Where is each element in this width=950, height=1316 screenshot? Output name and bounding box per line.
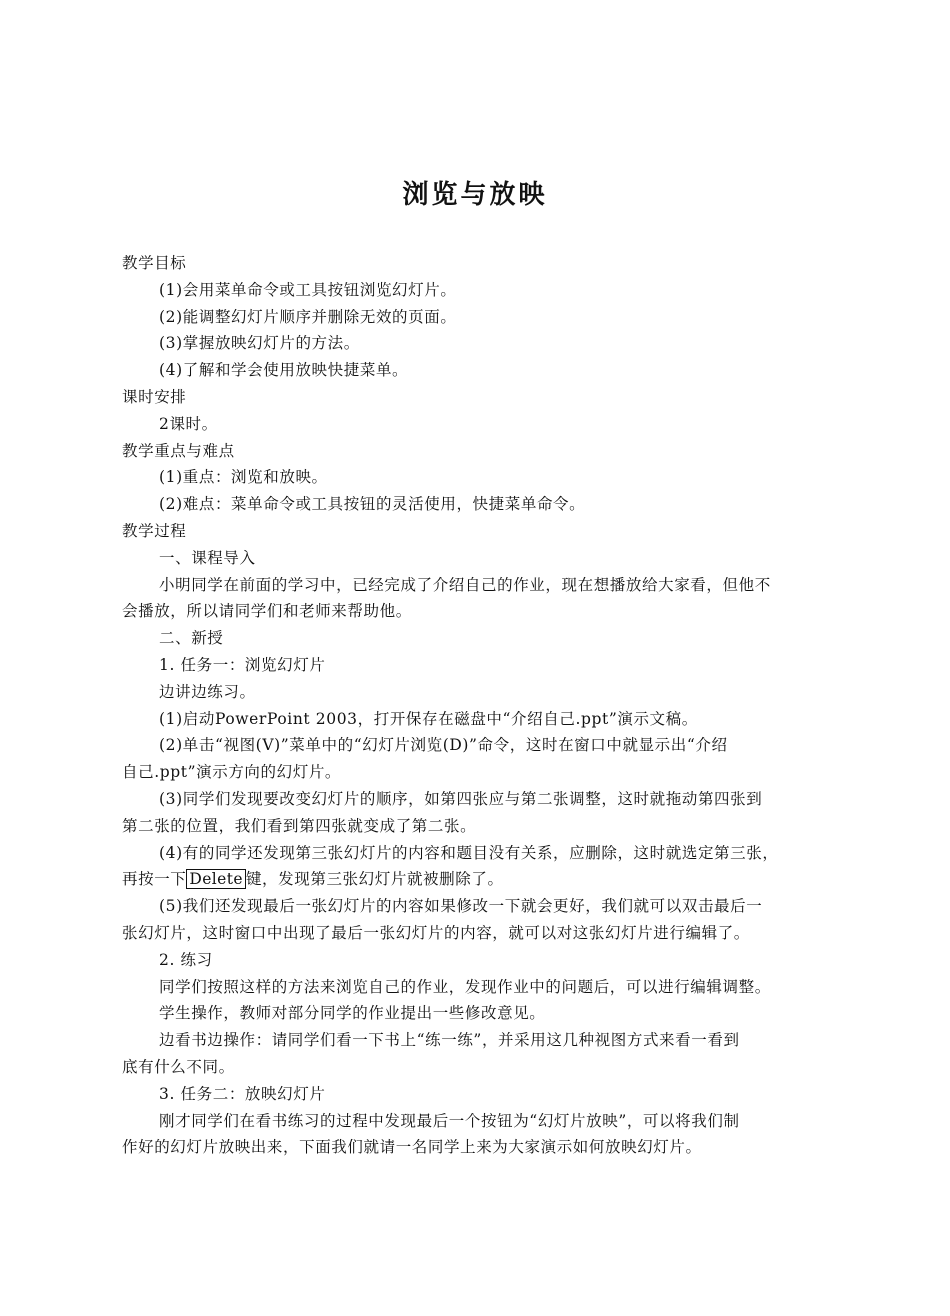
process-heading: 教学过程 xyxy=(122,521,187,540)
task1-method: 边讲边练习。 xyxy=(159,682,256,701)
objectives-heading: 教学目标 xyxy=(122,254,187,272)
practice-line: 同学们按照这样的方法来浏览自己的作业，发现作业中的问题后，可以进行编辑调整。 xyxy=(159,977,771,996)
step-4-text-before: 再按一下 xyxy=(122,870,187,889)
task2-heading: 3. 任务二：放映幻灯片 xyxy=(159,1084,326,1103)
objective-item: (1)会用菜单命令或工具按钮浏览幻灯片。 xyxy=(159,280,457,299)
step-3-line: (3)同学们发现要改变幻灯片的顺序，如第四张应与第二张调整，这时就拖动第四张到 xyxy=(159,789,763,808)
task1-heading: 1. 任务一：浏览幻灯片 xyxy=(159,655,326,674)
task2-line: 作好的幻灯片放映出来，下面我们就请一名同学上来为大家演示如何放映幻灯片。 xyxy=(122,1138,702,1157)
key-points-heading: 教学重点与难点 xyxy=(122,441,235,460)
intro-paragraph-line: 小明同学在前面的学习中，已经完成了介绍自己的作业，现在想播放给大家看，但他不 xyxy=(159,575,771,594)
schedule-text: 2课时。 xyxy=(159,414,218,433)
schedule-heading: 课时安排 xyxy=(122,387,187,406)
document-body xyxy=(122,250,828,1161)
practice-line: 边看书边操作：请同学们看一下书上“练一练”，并采用这几种视图方式来看一看到 xyxy=(159,1031,740,1050)
intro-heading: 一、课程导入 xyxy=(159,548,256,567)
step-4-line xyxy=(122,866,828,893)
new-lesson-heading: 二、新授 xyxy=(159,629,224,648)
practice-line: 底有什么不同。 xyxy=(122,1057,235,1076)
step-1: (1)启动PowerPoint 2003，打开保存在磁盘中“介绍自己.ppt”演示文稿。 xyxy=(159,709,698,728)
step-5-line: (5)我们还发现最后一张幻灯片的内容如果修改一下就会更好，我们就可以双击最后一 xyxy=(159,897,763,916)
step-3-line: 第二张的位置，我们看到第四张就变成了第二张。 xyxy=(122,816,477,835)
objective-item: (4)了解和学会使用放映快捷菜单。 xyxy=(159,361,409,380)
step-2-line: (2)单击“视图(V)”菜单中的“幻灯片浏览(D)”命令，这时在窗口中就显示出“介绍 xyxy=(159,736,728,755)
practice-line: 学生操作，教师对部分同学的作业提出一些修改意见。 xyxy=(159,1004,546,1023)
step-5-line: 张幻灯片，这时窗口中出现了最后一张幻灯片的内容，就可以对这张幻灯片进行编辑了。 xyxy=(122,923,750,942)
document-title: 浏览与放映 xyxy=(402,180,548,210)
objective-item: (2)能调整幻灯片顺序并删除无效的页面。 xyxy=(159,307,457,326)
step-4-line: (4)有的同学还发现第三张幻灯片的内容和题目没有关系，应删除，这时就选定第三张， xyxy=(159,843,779,862)
objective-item: (3)掌握放映幻灯片的方法。 xyxy=(159,334,360,353)
delete-key-box: Delete xyxy=(186,869,246,889)
key-point-item: (2)难点：菜单命令或工具按钮的灵活使用，快捷菜单命令。 xyxy=(159,495,586,514)
key-point-item: (1)重点：浏览和放映。 xyxy=(159,468,328,487)
step-4-text-after: 键，发现第三张幻灯片就被删除了。 xyxy=(245,870,504,889)
task2-line: 刚才同学们在看书练习的过程中发现最后一个按钮为“幻灯片放映”，可以将我们制 xyxy=(159,1111,740,1130)
step-2-line: 自己.ppt”演示方向的幻灯片。 xyxy=(122,763,342,782)
practice-heading: 2. 练习 xyxy=(159,950,213,969)
intro-paragraph-line: 会播放，所以请同学们和老师来帮助他。 xyxy=(122,602,412,621)
